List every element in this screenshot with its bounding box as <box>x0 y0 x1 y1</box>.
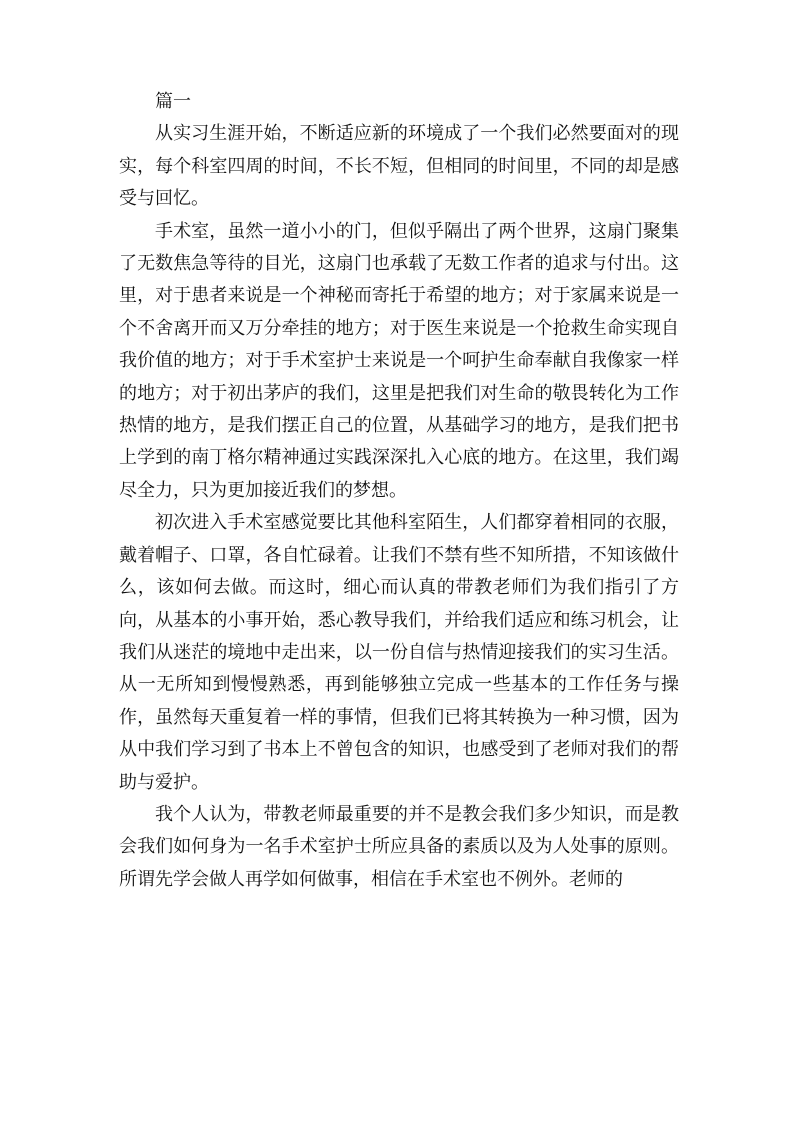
paragraph-4: 我个人认为，带教老师最重要的并不是教会我们多少知识，而是教会我们如何身为一名手术室护士所应具备的素质以及为人处事的原则。所谓先学会做人再学如何做事，相信在手术室也不例外。老师的 <box>119 803 679 890</box>
paragraph-2: 手术室，虽然一道小小的门，但似乎隔出了两个世界，这扇门聚集了无数焦急等待的目光，这扇门也承载了无数工作者的追求与付出。这里，对于患者来说是一个神秘而寄托于希望的地方；对于家属来说是一个不舍离开而又万分牵挂的地方；对于医生来说是一个抢救生命实现自我价值的地方；对于手术室护士来说是一个呵护生命奉献自我像家一样的地方；对于初出茅庐的我们，这里是把我们对生命的敬畏转化为工作热情的地方，是我们摆正自己的位置，从基础学习的地方，是我们把书上学到的南丁格尔精神通过实践深深扎入心底的地方。在这里，我们竭尽全力，只为更加接近我们的梦想。 <box>119 220 679 501</box>
document-body <box>119 86 679 896</box>
paragraph-1: 从实习生涯开始，不断适应新的环境成了一个我们必然要面对的现实，每个科室四周的时间，不长不短，但相同的时间里，不同的却是感受与回忆。 <box>119 123 679 210</box>
section-heading: 篇一 <box>155 91 191 112</box>
paragraph-3: 初次进入手术室感觉要比其他科室陌生，人们都穿着相同的衣服，戴着帽子、口罩，各自忙碌着。让我们不禁有些不知所措，不知该做什么，该如何去做。而这时，细心而认真的带教老师们为我们指引了方向，从基本的小事开始，悉心教导我们，并给我们适应和练习机会，让我们从迷茫的境地中走出来，以一份自信与热情迎接我们的实习生活。从一无所知到慢慢熟悉，再到能够独立完成一些基本的工作任务与操作，虽然每天重复着一样的事情，但我们已将其转换为一种习惯，因为从中我们学习到了书本上不曾包含的知识，也感受到了老师对我们的帮助与爱护。 <box>119 512 679 793</box>
